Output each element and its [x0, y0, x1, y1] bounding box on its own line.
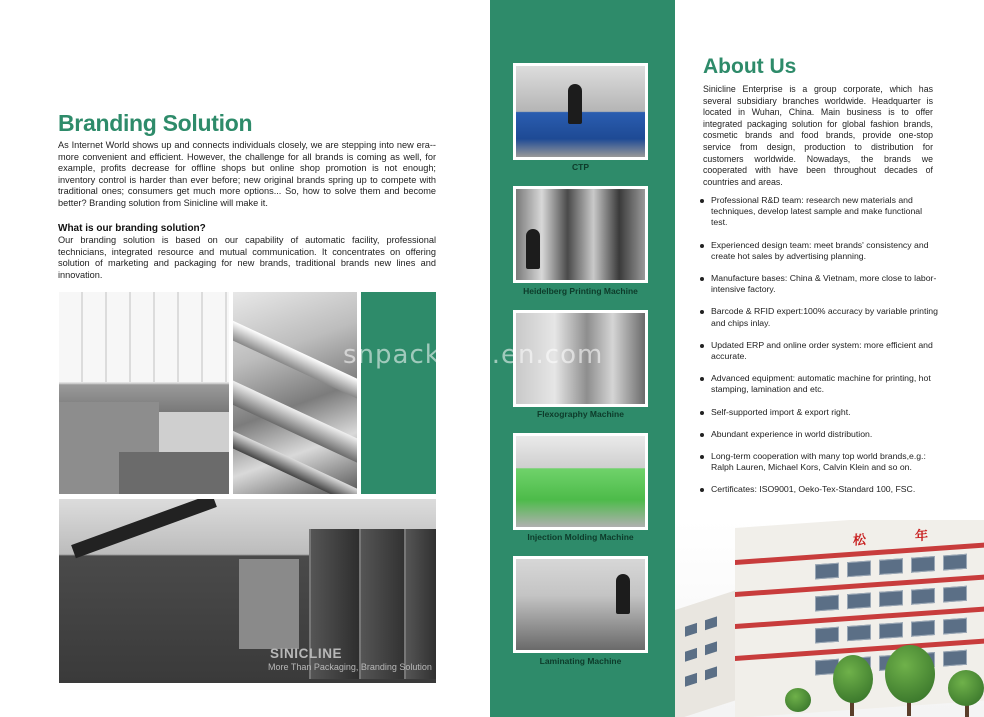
bullet-icon — [700, 199, 704, 203]
machine-caption-laminating: Laminating Machine — [539, 656, 622, 666]
feature-item: Abundant experience in world distribution. — [700, 429, 940, 440]
machine-card-ctp — [513, 63, 648, 160]
feature-item: Barcode & RFID expert:100% accuracy by variable printing and chips inlay. — [700, 306, 940, 328]
branding-subheading: What is our branding solution? — [58, 223, 206, 234]
website-watermark: snpackage.en.com — [343, 340, 604, 370]
about-us-paragraph: Sinicline Enterprise is a group corporate, which has several subsidiary branches worldwide. Headquarter is located in Wuhan, China. Main business is to offer integrated packaging solution for global fashion brands, cosmetic brands and food brands, provide one-stop service from design, production to distribution for customers worldwide. Nowadays, the brands we cooperated with have been throughout decades of countries and areas. — [703, 84, 933, 187]
bullet-icon — [700, 433, 704, 437]
building-sign-char: 年 — [915, 527, 929, 544]
printing-press-photo — [59, 499, 436, 683]
office-photo — [59, 292, 229, 494]
brand-logo-text: SINICLINE — [270, 646, 343, 661]
machine-caption-flexography: Flexography Machine — [537, 409, 624, 419]
feature-item: Advanced equipment: automatic machine for printing, hot stamping, lamination and etc. — [700, 373, 940, 395]
ctp-photo — [516, 66, 645, 157]
green-accent-block — [361, 292, 436, 494]
branding-intro-paragraph: As Internet World shows up and connects individuals closely, we are stepping into new era--more convenient and efficient. However, the challenge for all brands is coming as well, for example, profits decrease for offline shops but online shop promotion is not enough; inventory control is harder than ever before; new original brands spring up to compete with traditional ones; consumers get much more options... So, how to solve them and become better? Branding solution from Sinicline will make it. — [58, 140, 436, 208]
machine-card-injection — [513, 433, 648, 530]
feature-item: Experienced design team: meet brands' consistency and create hot sales by advertising planning. — [700, 240, 940, 262]
bullet-icon — [700, 277, 704, 281]
machine-caption-ctp: CTP — [572, 162, 589, 172]
feature-item: Manufacture bases: China & Vietnam, more close to labor-intensive factory. — [700, 273, 940, 295]
feature-item: Certificates: ISO9001, Oeko-Tex-Standard 100, FSC. — [700, 484, 940, 495]
building-sign-char: 松 — [853, 531, 867, 548]
feature-item: Professional R&D team: research new materials and techniques, develop latest sample and make functional test. — [700, 195, 940, 229]
branding-sub-paragraph: Our branding solution is based on our capability of automatic facility, professional technicians, integrated resource and mutual communication. It concentrates on offering solution of marketing and packaging for new brands, traditional brands new lines and innovation. — [58, 235, 436, 280]
bullet-icon — [700, 455, 704, 459]
bullet-icon — [700, 377, 704, 381]
bullet-icon — [700, 310, 704, 314]
feature-item: Self-supported import & export right. — [700, 407, 940, 418]
branding-solution-title: Branding Solution — [58, 110, 253, 136]
bullet-icon — [700, 488, 704, 492]
machine-caption-injection: Injection Molding Machine — [527, 532, 634, 542]
features-list — [700, 195, 940, 496]
brand-tagline: More Than Packaging, Branding Solution — [268, 662, 432, 672]
bullet-icon — [700, 344, 704, 348]
headquarters-building-photo — [675, 520, 984, 717]
machine-card-heidelberg — [513, 186, 648, 283]
bullet-icon — [700, 244, 704, 248]
injection-molding-photo — [516, 436, 645, 527]
machine-card-laminating — [513, 556, 648, 653]
heidelberg-photo — [516, 189, 645, 280]
feature-item: Updated ERP and online order system: more efficient and accurate. — [700, 340, 940, 362]
laminating-photo — [516, 559, 645, 650]
printing-rollers-photo — [233, 292, 357, 494]
bullet-icon — [700, 411, 704, 415]
machine-caption-heidelberg: Heidelberg Printing Machine — [523, 286, 638, 296]
about-us-title: About Us — [703, 55, 797, 78]
feature-item: Long-term cooperation with many top world brands,e.g.: Ralph Lauren, Michael Kors, Calvin Klein and so on. — [700, 451, 940, 473]
